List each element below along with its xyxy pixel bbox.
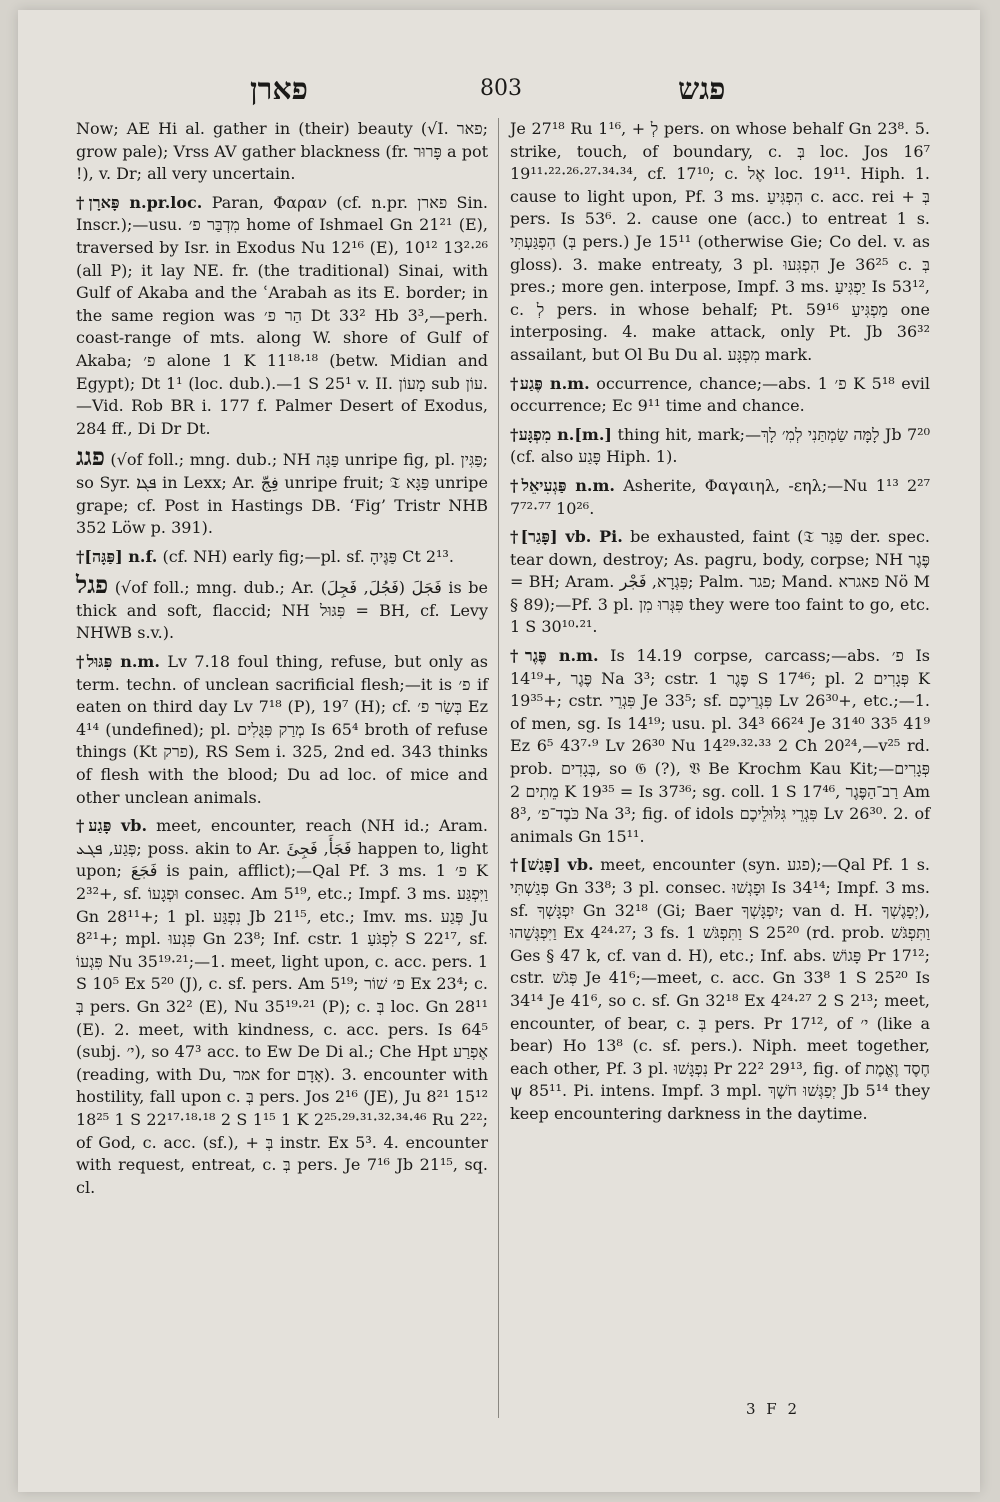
entry-text: thing hit, mark;—לָמָּה שַׂמְתַּנִי לְמִ׳ לָךְ Jb 7²⁰ (cf. also פָּגַע Hiph. 1). (510, 424, 931, 467)
dictionary-entry (510, 854, 930, 1125)
dictionary-page (18, 10, 980, 1492)
header-right-word: פגש (678, 72, 726, 107)
entry-text: Asherite, Φαγαιηλ, -εηλ;—Nu 1¹³ 2²⁷ 7⁷²·⁷⁷ 10²⁶. (510, 475, 930, 518)
entry-text: Je 27¹⁸ Ru 1¹⁶, + לְ pers. on whose behalf Gn 23⁸. 5. strike, touch, of boundary, c. בְּ loc. Jos 16⁷ 19¹¹·²²·²⁶·²⁷·³⁴·³⁴, cf. 17¹⁰; c. אֶל loc. 19¹¹. Hiph. 1. cause to light upon, Pf. 3 ms. הִפְגִּיעַ c. acc. rei + בְּ pers. Is 53⁶. 2. cause one (acc.) to entreat 1 s. הִפְגַּעְתִּי (בְּ pers.) Je 15¹¹ (otherwise Gie; Co del. v. as gloss). 3. make entreaty, 3 pl. הִפְגִּעוּ Je 36²⁵ c. בְּ pres.; more gen. interpose, Impf. 3 ms. יַפְגִּיעַ Is 53¹², c. לְ pers. in whose behalf; Pt. מַפְגִּיעַ 59¹⁶ one interposing. 4. make attack, only Pt. Jb 36³² assailant, but Ol Bu Du al. מִפְגָּע mark. (510, 119, 931, 364)
entry-text: occurrence, chance;—abs. פ׳ 1 K 5¹⁸ evil occurrence; Ec 9¹¹ time and chance. (510, 373, 930, 416)
signature-mark: 3 F 2 (746, 1400, 801, 1418)
dictionary-entry (510, 475, 930, 520)
dictionary-entry (76, 192, 488, 441)
dictionary-entry (510, 526, 930, 639)
dictionary-entry (76, 651, 488, 809)
entry-headword: פגל (76, 570, 109, 600)
entry-headword: †[פָּגַר] vb. Pi. (510, 527, 623, 547)
entry-headword: †פִּגּוּל n.m. (76, 652, 160, 672)
dictionary-entry (510, 118, 930, 367)
entry-headword: †פֶּגֶר n.m. (510, 646, 599, 666)
entry-headword: פגג (76, 442, 105, 472)
entry-headword: †פֶּגַע n.m. (510, 373, 590, 393)
entry-headword: †מִפְגָּע n.[m.] (510, 424, 613, 444)
header-left-word: פארן (250, 72, 308, 107)
entry-text: (√of foll.; mng. dub.; Ar. فَجَلَ (فَجُلَ, فَجِلَ) is be thick and soft, flaccid; NH פִּגּוּל = BH, cf. Levy NHWB s.v.). (76, 578, 488, 643)
entry-text: Paran, Φαραν (cf. n.pr. פארן Sin. Inscr.);—usu. מִדְבַּר פ׳ home of Ishmael Gn 21²¹ (E), traversed by Isr. in Exodus Nu 12¹⁶ (E), 10¹² 13²·²⁶ (all P); it lay NE. fr. (the traditional) Sinai, with Gulf of Akaba and the ʿArabah as its E. border; in the same region was הַר פ׳ Dt 33² Hb 3³,—perh. coast-range of mts. along W. shore of Gulf of Akaba; פ׳ alone 1 K 11¹⁸·¹⁸ (betw. Midian and Egypt); Dt 1¹ (loc. dub.).—1 S 25¹ v. II. מָעוֹן sub עוֹן.—Vid. Rob BR i. 177 f. Palmer Desert of Exodus, 284 ff., Di Dr Dt. (76, 192, 489, 438)
entry-text: (cf. NH) early fig;—pl. sf. פַּגֶּיהָ Ct 2¹³. (157, 546, 454, 566)
entry-text: Now; AE Hi al. gather in (their) beauty (√I. פאר; grow pale); Vrss AV gather blackness (fr. פָּרוּר a pot !), v. Dr; all very uncertain. (76, 119, 489, 184)
entry-headword: †[פָּגַשׁ] vb. (510, 855, 594, 875)
dictionary-entry (76, 815, 488, 1199)
entry-headword: †פָּארָן n.pr.loc. (76, 192, 203, 212)
dictionary-entry (76, 546, 488, 569)
column-divider (498, 118, 499, 1418)
entry-text: (√of foll.; mng. dub.; NH פַּגָּה unripe fig, pl. פַּגִּין; so Syr. ܦܓܐ in Lexx; Ar. فِجّ unripe fruit; 𝔗 פַּגָּא unripe grape; cf. Post in Hastings DB. ‘Fig’ Tristr NHB 352 Löw p. 391). (76, 450, 489, 538)
right-column (510, 118, 930, 1132)
entry-text: Is 14.19 corpse, carcass;—abs. פ׳ Is 14¹⁹+, פֶּגֶר Na 3³; cstr. פֶּגֶר 1 S 17⁴⁶; pl. פְּגָרִים 2 K 19³⁵+; cstr. פִּגְרֵי Je 33⁵; sf. פִּגְרֵיכֶם Lv 26³⁰+, etc.;—1. of men, sg. Is 14¹⁹; usu. pl. 34³ 66²⁴ Je 31⁴⁰ 33⁵ 41⁹ Ez 6⁵ 43⁷·⁹ Lv 26³⁰ Nu 14²⁹·³²·³³ 2 Ch 20²⁴,—v²⁵ rd. prob. בְּגָדִים, so 𝔊 (?), 𝔙 Be Krochm Kau Kit;—פְּגָרִים מֵתִים 2 K 19³⁵ = Is 37³⁶; sg. coll. 1 S 17⁴⁶, רַב־הַפֶּגֶר Am 8³, כֹּבֶד־פ׳ Na 3³; fig. of idols פִּגְרֵי גִּלּוּלֵיכֶם Lv 26³⁰. 2. of animals Gn 15¹¹. (510, 646, 931, 846)
entry-text: meet, encounter (syn. פגע);—Qal Pf. 1 s. פְּגַשְׁתִּי Gn 33⁸; 3 pl. consec. וּפָגְשׁוּ Is 34¹⁴; Impf. 3 ms. sf. יִפְגָּשְׁךָ Gn 32¹⁸ (Gi; Baer יִפְגָּשְׁךָ; van d. H. יְפָגֶשְׁךָ), וַיִּפְגְּשֵׁהוּ Ex 4²⁴·²⁷; 3 fs. וַתִּפְגֹּשׁ 1 S 25²⁰ (rd. prob. וַתִּפְגֹּשׁ Ges § 47 k, cf. van d. H), etc.; Inf. abs. פָּגוֹשׁ Pr 17¹²; cstr. פְּגֹשׁ Je 41⁶;—meet, c. acc. Gn 33⁸ 1 S 25²⁰ Is 34¹⁴ Je 41⁶, so c. sf. Gn 32¹⁸ Ex 4²⁴·²⁷ 2 S 2¹³; meet, encounter, of bear, c. בְּ pers. Pr 17¹², of י׳ (like a bear) Ho 13⁸ (c. sf. pers.). Niph. meet together, each other, Pf. 3 pl. נִפְגָּשׁוּ Pr 22² 29¹³, fig. of חֶסֶד וֶאֱמֶת ψ 85¹¹. Pi. intens. Impf. 3 mpl. יְפַגְּשׁוּ חֹשֶׁךְ Jb 5¹⁴ they keep encountering darkness in the daytime. (510, 855, 931, 1123)
entry-text: Lv 7.18 foul thing, refuse, but only as term. techn. of unclean sacrificial flesh;—it is פ׳ if eaten on third day Lv 7¹⁸ (P), 19⁷ (H); cf. בְּשַׂר פ׳ Ez 4¹⁴ (undefined); pl. מְרַק פִּגֻּלִים Is 65⁴ broth of refuse things (Kt פרק), RS Sem i. 325, 2nd ed. 343 thinks of flesh with the blood; Du ad loc. of mice and other unclean animals. (76, 652, 489, 807)
dictionary-entry (510, 373, 930, 418)
page-header (18, 72, 980, 112)
dictionary-entry (76, 442, 489, 539)
dictionary-entry (510, 645, 930, 848)
entry-text: meet, encounter, reach (NH id.; Aram. פְּגַע, ܦܓܥ; poss. akin to Ar. فَجَأَ, فَجِئَ happen to, light upon; فَجَعَ is pain, afflict);—Qal Pf. 3 ms. פ׳ 1 K 2³²+, sf. וּפְגָעוֹ consec. Am 5¹⁹, etc.; Impf. 3 ms. וַיִּפְגַּע Gn 28¹¹+; 1 pl. נִפְגַּע Jb 21¹⁵, etc.; Imv. ms. פְּגַע Ju 8²¹+; mpl. פִּגְעוּ Gn 23⁸; Inf. cstr. לִפְגֹּעַ 1 S 22¹⁷, sf. פִּגְעוֹ Nu 35¹⁹·²¹;—1. meet, light upon, c. acc. pers. 1 S 10⁵ Ex 5²⁰ (J), c. sf. pers. Am 5¹⁹; פ׳ שׁוֹר Ex 23⁴; c. בְּ pers. Gn 32² (E), Nu 35¹⁹·²¹ (P); c. בְּ loc. Gn 28¹¹ (E). 2. meet, with kindness, c. acc. pers. Is 64⁵ (subj. י׳), so 47³ acc. to Ew De Di al.; Che Hpt אֶפְרַע (reading, with Du, אמר for אָדָם). 3. encounter with hostility, fall upon c. בְּ pers. Jos 2¹⁶ (JE), Ju 8²¹ 15¹² 18²⁵ 1 S 22¹⁷·¹⁸·¹⁸ 2 S 1¹⁵ 1 K 2²⁵·²⁹·³¹·³²·³⁴·⁴⁶ Ru 2²²; of God, c. acc. (sf.), + בְּ instr. Ex 5³. 4. encounter with request, entreat, c. בְּ pers. Je 7¹⁶ Jb 21¹⁵, sq. cl. (76, 816, 489, 1197)
entry-headword: †פָּגַע vb. (76, 816, 148, 836)
dictionary-entry (76, 118, 488, 186)
left-column (76, 118, 488, 1205)
entry-headword: †[פַּגָּה] n.f. (76, 546, 158, 566)
dictionary-entry (76, 570, 488, 645)
entry-headword: †פַּגְעִיאֵל n.m. (510, 475, 615, 495)
dictionary-entry (510, 424, 930, 469)
entry-text: be exhausted, faint (𝔗 פַּגַּר der. spec. tear down, destroy; As. pagru, body, corpse; NH פֶּגֶר = BH; Aram. פִּגְרָא, فَجْر; Palm. פגר; Mand. פאגרא Nö M § 89);—Pf. 3 pl. פִּגְּרוּ מִן they were too faint to go, etc. 1 S 30¹⁰·²¹. (510, 527, 931, 637)
page-number: 803 (480, 76, 522, 101)
